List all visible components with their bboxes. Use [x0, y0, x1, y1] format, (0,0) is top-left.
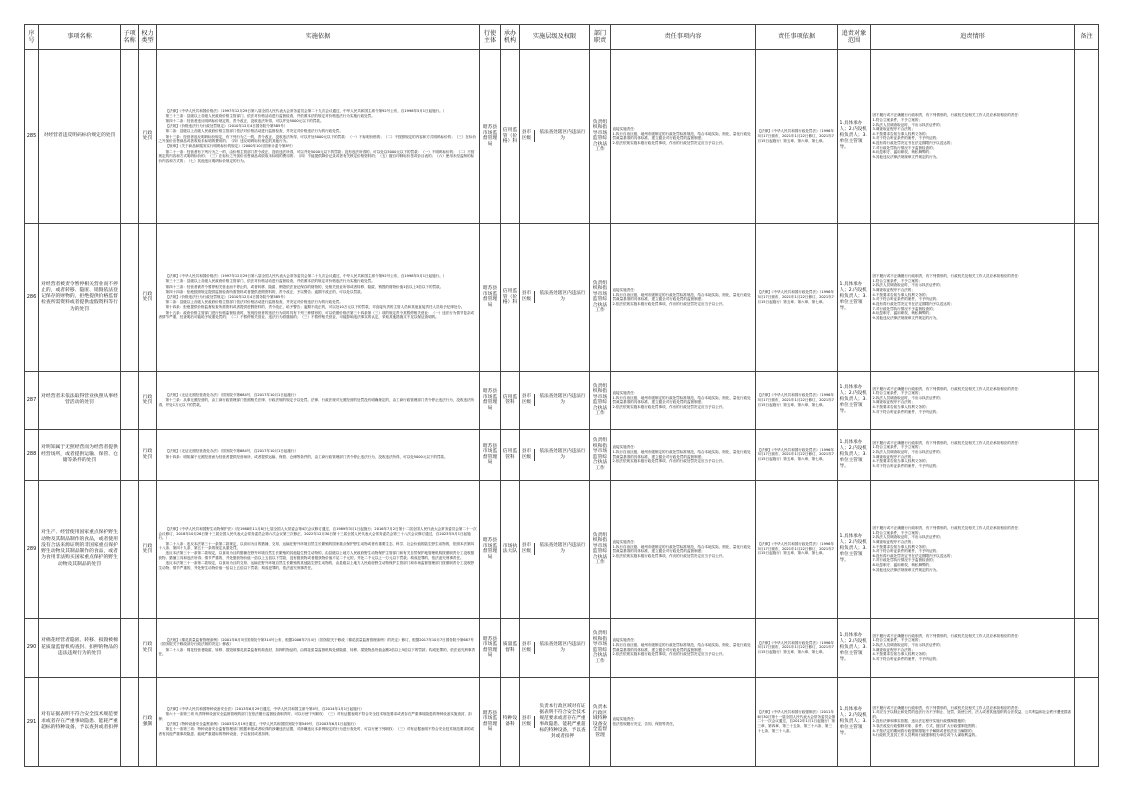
accountability-circumstances-line: 5.对于符合听证条件的案件，不予听证的； [872, 463, 940, 468]
implementation-scope [520, 223, 590, 371]
column-header: 行使主体 [480, 25, 501, 50]
accountability-targets: 1.具体承办人；2.内设机构负责人；3.单位主管领导。 [838, 371, 871, 429]
table-row [25, 480, 1099, 618]
executing-subject: 昭苏县市场监督管理局 [480, 371, 501, 429]
column-header: 序号 [25, 25, 39, 50]
legal-basis-line: 【规章】《关于商品和服务实行明码标价的规定》（2000年10月国家计委令第8号） [165, 144, 295, 149]
accountability-circumstances [871, 618, 1075, 677]
legal-basis [157, 429, 480, 480]
legal-basis-line: 第四十三条：经营者被责令暂停相关营业而不停止的，或者转移、隐匿、销毁依法登记保存的财物的，处相关营业所得或者转移、隐匿、销毁的财物价值1倍以上3倍以下的罚款。 [165, 284, 444, 289]
table-row [25, 371, 1099, 429]
executing-subject: 昭苏县市场监督管理局 [480, 223, 501, 371]
legal-basis-line: 【法规】《特种设备安全监察条例》（2003年2月19日通过，中华人民共和国国务院令第549号，自2003年6月1日起施行） [165, 721, 358, 726]
responsibility-basis: 【法律】《中华人民共和国行政处罚法》（1996年3月17日颁布，2021年1月22日修订，2021年7月15日起施行）第五章、第六章、第七章。 [756, 50, 838, 224]
accountability-circumstances-line: 3.非法改变行政强制对象、条件、方式，擅自扩大行政强制范围的； [872, 724, 979, 729]
responsibility-content-line: 2.依法依规实施本级行政处罚事项，作出的行政处罚决定应当予以公开。 [612, 459, 726, 464]
responsibility-content [611, 371, 756, 429]
column-header: 权力类型 [139, 25, 157, 50]
row-number: 290 [25, 618, 39, 677]
remarks [1075, 618, 1099, 677]
responsibility-content-line: 2.依法依规实施本级行政处罚事项，作出的行政处罚决定应当予以公开。 [612, 301, 726, 306]
legal-basis-line: 第二十一条：经营者有下列行为之一的，由价格主管部门责令改正，没收违法所得，可以并处5000元以下的罚款；没有违法所得的，可以处以5000元以下的罚款：（一）不明码标价的；（二）不按规定的内容和方式明码标价的；（三）在标价之外加价出售商品或收取未标明的费用的；（四）不能提供降价记录或者有关核定价格资料的；（五）擅自印制标价签或价目表的；（六）使用未经监制的标价内容和方式的；（七）其他违反明码标价规定的行为。 [158, 149, 475, 163]
accountability-circumstances-line: 1.对应当予以制止和处罚的违法行为不予制止、处罚，致使公民、法人或者其他组织的合法权益、公共利益和社会秩序遭受损害的； [872, 710, 1071, 719]
sub-item-name [121, 677, 139, 766]
implementation-level: 县市区级 [522, 716, 535, 728]
implementation-scope-text: 依法查处辖区内违法行为 [539, 394, 586, 406]
sub-item-name [121, 50, 139, 224]
accountability-targets: 1.具体承办人；2.内设机构负责人；3.单位主管领导。 [838, 618, 871, 677]
accountability-circumstances-line: 因不履行或不正确履行行政职责，有下列情形的，行政机关及相关工作人员应承担相应的责任： [872, 386, 1022, 391]
accountability-circumstances [871, 480, 1075, 618]
accountability-circumstances-line: 3.调查取证程序不合法的； [872, 454, 915, 459]
table-row [25, 50, 1099, 224]
power-type: 行政处罚 [139, 618, 157, 677]
accountability-targets: 1.具体承办人；2.内设机构负责人；3.单位主管领导。 [838, 223, 871, 371]
sub-item-name [121, 618, 139, 677]
legal-basis-line: 第二条：县级以上各级人民政府价格主管部门依法对价格活动进行监督检查，并决定对价格违法行为的行政处罚。 [165, 129, 343, 134]
handling-org: 质量监督科 [501, 618, 520, 677]
row-number: 288 [25, 429, 39, 480]
accountability-circumstances-line: 因不履行或不正确履行行政职责，有下列情形的，行政机关及相关工作人员应承担相应的责任： [872, 705, 1022, 710]
responsibility-content-line: 1.执行自治区级、地州市级制定的行政处罚标准规范，结合本地实际，细化、量化行政处罚裁量基准的具体标准，建立健全对行政处罚的监督制度； [612, 643, 751, 652]
accountability-circumstances-line: 3.调查取证程序不合法的； [872, 647, 915, 652]
responsibility-content-line: 1.执行自治区级、地州市级制定的行政处罚标准规范，结合本地实际，细化、量化行政处罚裁量基准的具体标准，建立健全对行政处罚的监督制度； [612, 395, 751, 405]
accountability-circumstances [871, 371, 1075, 429]
column-header: 实施依据 [157, 25, 480, 50]
remarks [1075, 371, 1099, 429]
accountability-circumstances-line: 4.不按要求告知当事人权利义务的； [872, 652, 930, 657]
responsibility-content-line: 直接实施责任： [612, 445, 638, 450]
accountability-circumstances-line: 9.其他违反法律法规规章文件规定的行为。 [872, 567, 940, 572]
implementation-scope [520, 371, 590, 429]
responsibility-content-line: 直接实施责任： [612, 717, 638, 722]
accountability-circumstances-line: 因不履行或不正确履行行政职责，有下列情形的，行政机关及相关工作人员应承担相应的责任： [872, 440, 1022, 445]
legal-basis-line: 【法规】《价格违法行为行政处罚规定》（2010年12月4日国务院令第585号） [165, 294, 288, 299]
accountability-targets: 1.具体承办人；2.内设机构负责人；3.单位主管领导。 [838, 429, 871, 480]
accountability-circumstances-line: 3.调查取证程序不合法的； [872, 127, 915, 132]
legal-basis-line: 第四十四条：拒绝按照规定提供监督检查所需资料或者提供虚假资料的，责令改正，予以警告；逾期不改正的，可以处以罚款。 [165, 289, 365, 294]
accountability-circumstances-line: 1.符合立案条件，不予立案的； [872, 278, 922, 283]
power-type: 行政处罚 [139, 371, 157, 429]
accountability-circumstances-line: 5.对于符合听证条件的案件，不予听证的； [872, 656, 940, 661]
accountability-targets: 1.具体承办人；2.内设机构负责人；3.单位主管领导。 [838, 50, 871, 224]
accountability-circumstances [871, 223, 1075, 371]
handling-org: 信用监管（价格）科 [501, 223, 520, 371]
power-type: 行政处罚 [139, 480, 157, 618]
accountability-circumstances-line: 4.不按法定的期间将行政强制措施不予解除或者依法应当解除的； [872, 728, 976, 733]
legal-basis [157, 677, 480, 766]
responsibility-content-line: 直接实施责任： [612, 391, 638, 396]
executing-subject: 昭苏县市场监督管理局 [480, 480, 501, 618]
accountability-circumstances-line: 4.不按要求告知当事人权利义务的； [872, 404, 930, 409]
accountability-circumstances [871, 429, 1075, 480]
table-row [25, 429, 1099, 480]
accountability-circumstances-line: 因不履行或不正确履行行政职责，有下列情形的，行政机关及相关工作人员应承担相应的责任： [872, 113, 1022, 118]
accountability-circumstances-line: 2.执法人员调查取证时，不出示执法证件的； [872, 283, 944, 288]
legal-basis-line: 【法律】《中华人民共和国特种设备安全法》（2013年6月29日通过，中华人民共和国主席令第4号，自2014年1月1日起施行） [165, 706, 364, 711]
power-list-table [24, 24, 1099, 767]
responsibility-basis: 【法律】《中华人民共和国行政处罚法》（1996年3月17日颁布，2021年1月22日修订，2021年7月15日起施行）第五章、第六章、第七章。 [756, 223, 838, 371]
accountability-circumstances-line: 2.执法人员调查取证时，不出示执法证件的； [872, 395, 944, 400]
accountability-circumstances-line: 2.执法人员调查取证时，不出示执法证件的； [872, 535, 944, 540]
responsibility-content-line: 直接实施责任： [612, 127, 638, 132]
accountability-targets: 1.具体承办人；2.内设机构负责人；3.单位主管领导。 [838, 677, 871, 766]
implementation-scope-text: 依法查处辖区内违法行为 [539, 448, 586, 460]
implementation-scope [520, 429, 590, 480]
accountability-circumstances-line: 4.不按要求告知当事人权利义务的； [872, 544, 930, 549]
implementation-level: 县市区级 [522, 449, 535, 461]
handling-org: 特种设备科 [501, 677, 520, 766]
remarks [1075, 223, 1099, 371]
implementation-scope-text: 依法查处辖区内违法行为 [539, 641, 586, 653]
legal-basis-line: 第四十二条：经营者违反明码标价规定的，责令改正，没收违法所得，可以并处5000元以下的罚款。 [165, 119, 324, 123]
department-duty: 负责组织和指导市场监管综合执法工作 [590, 480, 611, 618]
implementation-scope-text: 负责本行政区域对有证据表明不符合安全技术规范要求或者存在严重事故隐患、能耗严重超标的特种设备，予以查封或者扣押 [539, 703, 586, 739]
legal-basis-line: 【法规】《无证无照经营查处办法》（国务院令第684号，自2017年10月1日起施行） [165, 392, 299, 397]
implementation-scope [520, 618, 590, 677]
accountability-circumstances-line: 5.对于符合听证条件的案件，不予听证的； [872, 136, 940, 141]
column-header: 备注 [1075, 25, 1099, 50]
column-header: 追责对象范围 [838, 25, 871, 50]
accountability-circumstances-line: 2.执法人员调查取证时，不出示执法证件的； [872, 450, 944, 455]
responsibility-content-line: 依法依规履行决定、告知、保管等责任。 [612, 721, 677, 726]
legal-basis-line: 第五十一条第三项：特种设备安全监督管理部门根据举报或者取得的涉嫌违法证据，对涉嫌违反本条例规定的行为进行查处时，可以行使下列职权：（三）对有证据表明不符合安全技术规范要求的或者有其他严重事故隐患、能耗严重超标的特种设备，予以查封或者扣押。 [158, 726, 475, 736]
accountability-circumstances-line: 因不履行或不正确履行行政职责，有下列情形的，行政机关及相关工作人员应承担相应的责任： [872, 526, 1022, 531]
implementation-level: 县市区级 [522, 130, 535, 142]
accountability-circumstances-line: 8.玩忽职守、滥用职权、徇私舞弊的； [872, 311, 933, 316]
accountability-circumstances-line: 5.对于符合听证条件的案件，不予听证的； [872, 549, 940, 554]
item-name: 对经营者未依法取得营业执照从事经营活动的处罚 [39, 371, 121, 429]
sub-item-name [121, 223, 139, 371]
implementation-scope-text: 依法查处辖区内违法行为 [539, 543, 586, 555]
responsibility-content [611, 223, 756, 371]
accountability-circumstances-line: 7.对行政处罚执行情况不予监督检查的； [872, 306, 937, 311]
accountability-circumstances-line: 3.调查取证程序不合法的； [872, 400, 915, 405]
accountability-circumstances-line: 6.没有将行政处罚决定书在法定期限内予以送达的； [872, 553, 954, 558]
legal-basis-line: 【法规】《无证无照经营查处办法》（国务院令第684号，自2017年10月1日起施行） [165, 449, 299, 454]
legal-basis-line: 第十三条：经营者违反明码标价规定，有下列行为之一的，责令改正，没收违法所得，可以并处5000元以下的罚款：（一）不标明价格的；（二）不按照规定的内容和方式明码标价的；（三）在标价之外加价出售商品或者收取未标明的费用的；（四）违反明码标价规定的其他行为。 [158, 134, 477, 144]
accountability-circumstances-line: 1.符合立案条件，不予立案的； [872, 391, 922, 396]
handling-org: 市场执法大队 [501, 480, 520, 618]
responsibility-basis: 【法律】《中华人民共和国行政强制法》（2011年6月30日第十一届全国人民代表大会常务委员会第二十一次会议通过，自2012年1月1日起施行）第三章、第四章、第三十五条、第三十六条、第三十七条、第三十八条。 [756, 677, 838, 766]
accountability-circumstances-line: 3.调查取证程序不合法的； [872, 539, 915, 544]
power-type: 行政处罚 [139, 223, 157, 371]
responsibility-content-line: 1.执行自治区级、地州市级制定的行政处罚标准规范，结合本地实际，细化、量化行政处罚裁量基准的具体标准，建立健全对行政处罚的监督制度； [612, 131, 751, 141]
executing-subject: 昭苏县市场监督管理局 [480, 618, 501, 677]
accountability-circumstances [871, 677, 1075, 766]
accountability-circumstances-line: 5.对于符合听证条件的案件，不予听证的； [872, 409, 940, 414]
executing-subject: 昭苏县市场监督管理局 [480, 50, 501, 224]
legal-basis-line: 第三十三条：县级以上各级人民政府价格主管部门，依法对价格活动进行监督检查，并依照本法的规定对价格违法行为实施行政处罚。 [165, 279, 375, 284]
responsibility-basis: 【法律】《中华人民共和国行政处罚法》（1996年3月17日颁布，2021年1月22日修订，2021年7月15日起施行）第五章、第六章、第七章。 [756, 480, 838, 618]
power-type: 行政处罚 [139, 50, 157, 224]
accountability-circumstances-line: 因不履行或不正确履行行政职责，有下列情形的，行政机关及相关工作人员应承担相应的责任： [872, 274, 1022, 279]
accountability-circumstances-line: 4.不按要求告知当事人权利义务的； [872, 459, 930, 464]
legal-basis-line: 第二十八条：违反本法第三十一条第二款规定，以食用为目的猎捕、交易、运输在野外环境自然生长繁殖的国家重点保护野生动物或者有重要生态、科学、社会价值的陆生野生动物的，依照本法第四十八条、第四十九条、第五十一条的规定从重处罚。 [158, 541, 475, 551]
legal-basis [157, 50, 480, 224]
accountability-circumstances-line: 2.没有法律和事实依据、违反法定程序实施行政强制措施的； [872, 719, 969, 724]
accountability-circumstances-line: 7.对行政处罚执行情况不予监督检查的； [872, 558, 937, 563]
legal-basis-line: 【法律】《中华人民共和国价格法》（1997年12月29日第八届全国人民代表大会常务委员会第二十九次会议通过，中华人民共和国主席令第92号公布，自1998年5月1日起施行。） [165, 274, 447, 279]
implementation-scope-text: 依法查处辖区内违法行为 [539, 130, 586, 142]
handling-org: 信用监管（价格）科 [501, 50, 520, 224]
department-duty: 负责组织和指导市场监管综合执法工作 [590, 618, 611, 677]
department-duty: 负责组织和指导市场监管综合执法工作 [590, 429, 611, 480]
table-header [25, 25, 1099, 50]
column-header: 责任事项内容 [611, 25, 756, 50]
column-header: 部门职责 [590, 25, 611, 50]
item-name: 对经营者被责令暂停相关营业而不停止的，或者转移、隐匿、销毁依法登记保存的财物的，拒绝提供价格监督检查所需资料或者提供虚假资料等行为的处罚 [39, 223, 121, 371]
responsibility-content [611, 677, 756, 766]
legal-basis [157, 223, 480, 371]
executing-subject: 昭苏县市场监督管理局 [480, 429, 501, 480]
column-header: 追责情形 [871, 25, 1075, 50]
item-name: 对棉花经营者隐匿、转移、损毁被棉花质量监督机构查封、扣押的物品的违法违规行为的处罚 [39, 618, 121, 677]
responsibility-content-line: 直接实施责任： [612, 288, 638, 293]
column-header: 实施层级及权限 [520, 25, 590, 50]
power-type: 行政强制 [139, 677, 157, 766]
responsibility-content [611, 618, 756, 677]
responsibility-content-line: 2.依法依规实施本级行政处罚事项，作出的行政处罚决定应当予以公开。 [612, 404, 726, 409]
accountability-circumstances-line: 1.符合立案条件，不予立案的； [872, 117, 922, 122]
accountability-circumstances-line: 1.符合立案条件，不予立案的； [872, 638, 922, 643]
row-number: 286 [25, 223, 39, 371]
accountability-circumstances-line: 2.执法人员调查取证时，不出示执法证件的； [872, 122, 944, 127]
implementation-level: 县市区级 [522, 543, 535, 555]
remarks [1075, 480, 1099, 618]
implementation-level: 县市区级 [522, 394, 535, 406]
responsibility-content-line: 直接实施责任： [612, 539, 638, 544]
accountability-circumstances-line: 因不履行或不正确履行行政职责，有下列情形的，行政机关及相关工作人员应承担相应的责任： [872, 633, 1022, 638]
remarks [1075, 677, 1099, 766]
legal-basis-line: 第三十三条：县级以上各级人民政府价格主管部门，依法对价格活动进行监督检查，并依照本法的规定对价格违法行为实施行政处罚。 [165, 113, 375, 118]
accountability-circumstances-line: 8.玩忽职守、滥用职权、徇私舞弊的； [872, 562, 933, 567]
table-row [25, 618, 1099, 677]
column-header: 子项名称 [121, 25, 139, 50]
accountability-circumstances-line: 4.不按要求告知当事人权利义务的； [872, 292, 930, 297]
executing-subject: 昭苏县市场监督管理局 [480, 677, 501, 766]
responsibility-content-line: 直接实施责任： [612, 638, 638, 643]
item-name: 对有证据表明不符合安全技术规范要求或者存在严重事故隐患、能耗严重超标的特种设备，予以查封或者扣押 [39, 677, 121, 766]
column-header: 责任事项依据 [756, 25, 838, 50]
sub-item-name [121, 480, 139, 618]
accountability-circumstances-line: 5.行政机关及其工作人员利用行政强制权为单位或个人谋取利益的。 [872, 733, 979, 738]
implementation-scope [520, 677, 590, 766]
legal-basis-line: 第十五条：政府价格主管部门进行价格监督检查时，发现经营者的违法行为同时具有下列三种情形的，可以依照价格法第三十四条第（三）项的规定责令其暂停相关营业：（一）违法行为情节复杂或者情节严重，经查明后可能给予较重处罚的；（二）不暂停相关营业，违法行为将继续的；（三）不暂停相关营业，可能影响违法事实的认定，采取其他措施又不足以保证查明的。 [158, 310, 475, 320]
accountability-circumstances-line: 4.不按要求告知当事人权利义务的； [872, 131, 930, 136]
legal-basis-line: 第二十八条：棉花经营者隐匿、转移、损毁被棉花质量监督机构查封、扣押的物品的，由棉花质量监督机构处被隐匿、转移、损毁物品货值金额2倍以上5倍以下的罚款；构成犯罪的，依法追究刑事责任。 [158, 647, 476, 657]
handling-org: 信用监管科 [501, 371, 520, 429]
item-name: 对经营者违反明码标价规定的处罚 [39, 50, 121, 224]
accountability-targets: 1.具体承办人；2.内设机构负责人；3.单位主管领导。 [838, 480, 871, 618]
responsibility-content [611, 480, 756, 618]
sub-item-name [121, 371, 139, 429]
accountability-circumstances-line: 1.符合立案条件，不予立案的； [872, 530, 922, 535]
legal-basis-line: 第十三条：从事无照经营的，由工商行政管理部门依照相关法律、行政法规的规定予以处罚。法律、行政法规对无照经营的处罚没有明确规定的，由工商行政管理部门责令停止违法行为，没收违法所得，并处1万元以下的罚款。 [158, 398, 475, 407]
legal-basis [157, 371, 480, 429]
responsibility-content [611, 429, 756, 480]
accountability-circumstances-line: 2.执法人员调查取证时，不出示执法证件的； [872, 643, 944, 647]
implementation-level: 县市区级 [522, 642, 535, 654]
legal-basis-line: 第十四条：明知属于无照经营而为经营者提供经营场所，或者提供运输、保管、仓储等条件的，由工商行政管理部门责令停止违法行为，没收违法所得，可以处5000元以下的罚款。 [165, 454, 448, 459]
responsibility-basis: 【法律】《中华人民共和国行政处罚法》（1996年3月17日颁布，2021年1月22日修订，2021年7月15日起施行）第五章、第六章、第七章。 [756, 618, 838, 677]
remarks [1075, 429, 1099, 480]
accountability-circumstances-line: 8.玩忽职守、滥用职权、徇私舞弊的； [872, 150, 933, 155]
department-duty: 负责本行政区域特种设备安全监督管理 [590, 677, 611, 766]
legal-basis [157, 480, 480, 618]
remarks [1075, 50, 1099, 224]
implementation-scope [520, 480, 590, 618]
table-row [25, 677, 1099, 766]
row-number: 285 [25, 50, 39, 224]
implementation-level: 县市区级 [522, 291, 535, 303]
legal-basis-line: 违反本法第三十一条第二款规定，以食用为目的猎捕在野外环境自然生长繁殖的其他陆生野生动物的，由县级以上地方人民政府野生动物保护主管部门和有关自然保护地管理机构按照职责分工没收猎获物、猎捕工具和违法所得；情节严重的，并处猎获物价值一倍以上五倍以下罚款，没有猎获物或者猎获物价值不足二千元的，并处二千元以上一万元以下罚款；构成犯罪的，依法追究刑事责任。 [158, 551, 475, 561]
implementation-scope [520, 50, 590, 224]
accountability-circumstances-line: 3.调查取证程序不合法的； [872, 288, 915, 293]
table-row [25, 223, 1099, 371]
legal-basis [157, 618, 480, 677]
responsibility-content-line: 1.执行自治区级、地州市级制定的行政处罚标准规范，结合本地实际，细化、量化行政处罚裁量基准的具体标准，建立健全对行政处罚的监督制度； [612, 450, 751, 459]
item-name: 对明知属于无照经营而为经营者提供经营场所，或者提供运输、保管、仓储等条件的处罚 [39, 429, 121, 480]
item-name: 对生产、经营使用国家重点保护野生动物及其制品制作的食品，或者使用没有合法来源证明的非国家重点保护野生动物及其制品制作的食品，或者为食用非法购买国家重点保护的野生动物及其制品的处罚 [39, 480, 121, 618]
responsibility-content [611, 50, 756, 224]
responsibility-basis: 【法律】《中华人民共和国行政处罚法》（1996年3月17日颁布，2021年1月22日修订，2021年7月15日起施行）第五章、第六章、第七章。 [756, 429, 838, 480]
column-header: 事项名称 [39, 25, 121, 50]
row-number: 287 [25, 371, 39, 429]
legal-basis-line: 【法律】《中华人民共和国野生动物保护法》（经1988年11月8日七届全国人大常委会第4次会议修订通过，自1989年3月1日起施行；2016年7月2日第十二届全国人民代表大会常务委员会第二十一次会议修订，2018年10月26日第十三届全国人民代表大会常务委员会第六次会议第三次修正，2022年12月30日第十三届全国人民代表大会常务委员会第三十八次会议修订通过，自2023年5月1日起施行。） [158, 527, 477, 541]
legal-basis-line: 第二条：县级以上各级人民政府价格主管部门依法对价格活动进行监督检查，并决定对价格违法行为的行政处罚。 [165, 300, 343, 305]
department-duty: 负责组织和指导市场监管综合执法工作 [590, 50, 611, 224]
responsibility-content-line: 1.执行自治区级、地州市级制定的行政处罚标准规范，结合本地实际，细化、量化行政处罚裁量基准的具体标准，建立健全对行政处罚的监督制度； [612, 544, 751, 554]
accountability-circumstances-line: 6.没有将行政处罚决定书在法定期限内予以送达的； [872, 301, 954, 306]
sub-item-name [121, 429, 139, 480]
accountability-circumstances-line: 6.没有将行政处罚决定书在法定期限内予以送达的； [872, 140, 954, 145]
row-number: 289 [25, 480, 39, 618]
responsibility-basis: 【法律】《中华人民共和国行政处罚法》（1996年3月17日颁布，2021年1月22日修订，2021年7月15日起施行）第五章、第六章、第七章。 [756, 371, 838, 429]
department-duty: 负责组织和指导市场监管综合执法工作 [590, 223, 611, 371]
accountability-circumstances-line: 9.其他违反法律法规规章文件规定的行为。 [872, 315, 940, 320]
accountability-circumstances-line: 7.对行政处罚执行情况不予监督检查的； [872, 145, 937, 150]
accountability-circumstances-line: 9.其他违反法律法规规章文件规定的行为。 [872, 154, 940, 159]
responsibility-content-line: 2.依法依规实施本级行政处罚事项，作出的行政处罚决定应当予以公开。 [612, 652, 726, 657]
column-header: 承办机构 [501, 25, 520, 50]
row-number: 291 [25, 677, 39, 766]
handling-org: 信用监管科 [501, 429, 520, 480]
legal-basis-line: 【法规】《价格违法行为行政处罚规定》（2010年12月4日国务院令第585号） [165, 124, 288, 129]
accountability-circumstances-line: 5.对于符合听证条件的案件，不予听证的； [872, 297, 940, 302]
power-type: 行政处罚 [139, 429, 157, 480]
legal-basis-line: 第六十一条第三项 负责特种设备安全监督管理的部门在依法履行监督检查职责时，可以行使下列职权：（三）对有证据表明不符合安全技术规范要求或者存在严重事故隐患的特种设备实施查封、扣押； [158, 711, 472, 721]
responsibility-content-line: 1.执行自治区级、地州市级制定的行政处罚标准规范，结合本地实际，细化、量化行政处罚裁量基准的具体标准，建立健全对行政处罚的监督制度； [612, 292, 751, 302]
legal-basis-line: 【法律】《中华人民共和国价格法》（1997年12月29日第八届全国人民代表大会常务委员会第二十九次会议通过，中华人民共和国主席令第92号公布，自1998年5月1日起施行。） [165, 108, 447, 113]
legal-basis-line: 【法规】《棉花质量监督管理条例》（2001年8月3日国务院令第314号公布，根据2006年7月4日《国务院关于修改〈棉花质量监督管理条例〉的决定》修订，根据2017年10月7日国务院令第687号《国务院关于修改部分行政法规的决定》修改） [158, 637, 474, 647]
department-duty: 负责组织和指导市场监管综合执法工作 [590, 371, 611, 429]
legal-basis-line: 第十四条：拒绝提供价格监督检查所需资料或者提供虚假资料的，责令改正，给予警告；逾期不改正的，可以处10万元以下的罚款，对直接负责的主管人员和其他直接责任人员给予纪律处分。 [165, 305, 465, 310]
accountability-circumstances-line: 1.符合立案条件，不予立案的； [872, 445, 922, 450]
implementation-scope-text: 依法查处辖区内违法行为 [539, 291, 586, 303]
accountability-circumstances [871, 50, 1075, 224]
legal-basis-line: 违反本法第三十一条第二款规定，以食用为目的交易、运输在野外环境自然生长繁殖的其他陆生野生动物的，由县级以上地方人民政府野生动物保护主管部门和市场监督管理部门按照职责分工没收野生动物；情节严重的，并处野生动物价值一倍以上五倍以下罚款；构成犯罪的，依法追究刑事责任。 [158, 561, 475, 570]
responsibility-content-line: 2.依法依规实施本级行政处罚事项，作出的行政处罚决定应当予以公开。 [612, 140, 726, 145]
responsibility-content-line: 2.依法依规实施本级行政处罚事项，作出的行政处罚决定应当予以公开。 [612, 553, 726, 558]
